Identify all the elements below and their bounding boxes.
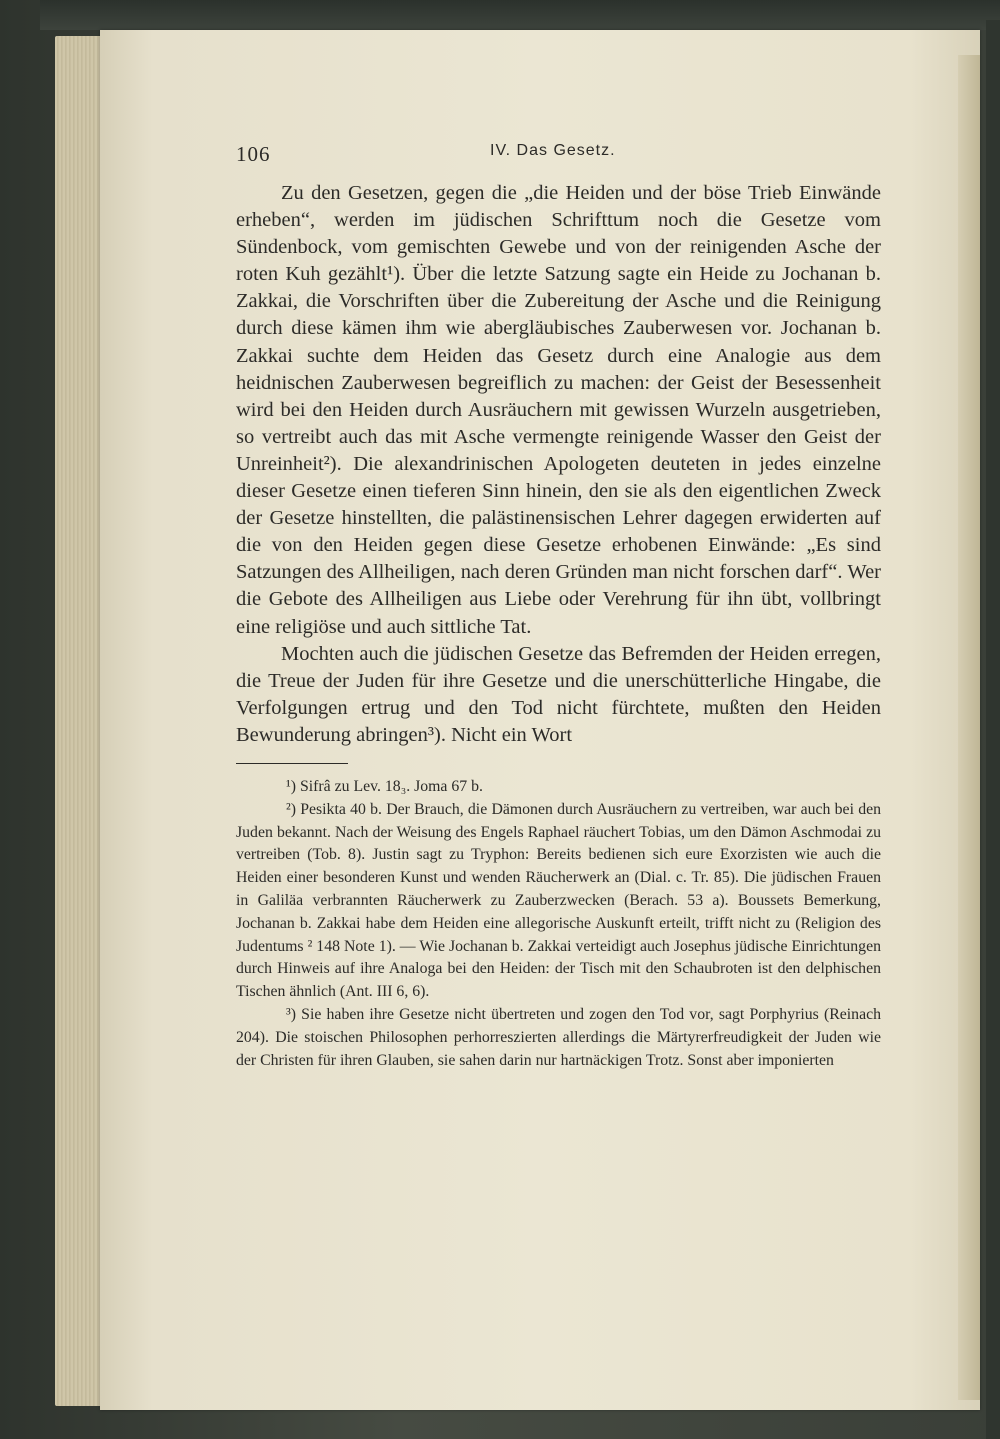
paragraph: Zu den Gesetzen, gegen die „die Heiden und der böse Trieb Einwände erheben“, werden im jüdischen Schrifttum noch die Gesetze vom Sündenbock, vom gemischten Gewebe und von der reinigenden Asche der roten Kuh gezählt¹). Über die letzte Satzung sagte ein Heide zu Jochanan b. Zakkai, die Vorschriften über die Zubereitung der Asche und die Reinigung durch diese kämen ihm wie abergläubisches Zauberwesen vor. Jochanan b. Zakkai suchte dem Heiden das Gesetz durch eine Analogie aus dem heidnischen Zauberwesen begreiflich zu machen: der Geist der Besessenheit wird bei den Heiden durch Ausräuchern mit gewissen Wurzeln ausgetrieben, so vertreibt auch das mit Asche vermengte reinigende Wasser den Geist der Unreinheit²). Die alexandrinischen Apologeten deuteten in jedes einzelne dieser Gesetze einen tieferen Sinn hinein, den sie als den eigentlichen Zweck der Gesetze hinstellten, die palästinensischen Lehrer dagegen erwiderten auf die von den Heiden gegen diese Gesetze erhobenen Einwände: „Es sind Satzungen des Allheiligen, nach deren Gründen man nicht forschen darf“. Wer die Gebote des Allheiligen aus Liebe oder Verehrung für ihn übt, vollbringt eine religiöse und auch sittliche Tat. — [236, 182, 881, 638]
book-cover-right — [986, 20, 1000, 1439]
chapter-title: IV. Das Gesetz. — [490, 142, 616, 159]
running-head — [236, 134, 881, 174]
page-number: 106 — [236, 142, 271, 166]
footnote-divider — [236, 763, 348, 764]
footnote: ²) Pesikta 40 b. Der Brauch, die Dämonen durch Ausräuchern zu vertreiben, war auch bei den Juden bekannt. Nach der Weisung des Engels Raphael räuchert Tobias, um den Dämon Aschmodai zu vertreiben (Tob. 8). Justin sagt zu Tryphon: Bereits bedienen sich eure Exorzisten wie auch die Heiden einer besonderen Kunst und wenden Räucherwerk an (Dial. c. Tr. 85). Die jüdischen Frauen in Galiläa verbrannten Räucherwerk zu Zauberzwecken (Berach. 53 a). Boussets Bemerkung, Jochanan b. Zakkai habe dem Heiden eine allegorische Auskunft erteilt, trifft nicht zu (Religion des Judentums ² 148 Note 1). — Wie Jochanan b. Zakkai verteidigt auch Josephus jüdische Einrichtungen durch Hinweis auf ihre Analoga bei den Heiden: der Tisch mit den Schaubroten ist den delphischen Tischen ähnlich (Ant. III 6, 6). — [236, 800, 881, 1001]
main-text — [236, 180, 881, 749]
book-cover-top — [40, 0, 1000, 30]
footnote: ¹) Sifrâ zu Lev. 18₃. Joma 67 b. — [286, 777, 483, 795]
footnote: ³) Sie haben ihre Gesetze nicht übertreten und zogen den Tod vor, sagt Porphyrius (Reinach 204). Die stoischen Philosophen perhorreszierten allerdings die Märtyrerfreudigkeit der Juden wie der Christen für ihren Glauben, sie sahen darin nur hartnäckigen Trotz. Sonst aber imponierten — [236, 1005, 881, 1069]
footnotes — [236, 776, 881, 1072]
paragraph: Mochten auch die jüdischen Gesetze das Befremden der Heiden erregen, die Treue der Juden für ihre Gesetze und die unerschütterliche Hingabe, die Verfolgungen ertrug und den Tod nicht fürchtete, mußten den Heiden Bewunderung abringen³). Nicht ein Wort — [236, 642, 881, 746]
page-text-area — [236, 134, 881, 1072]
next-page-edge — [958, 55, 980, 1400]
